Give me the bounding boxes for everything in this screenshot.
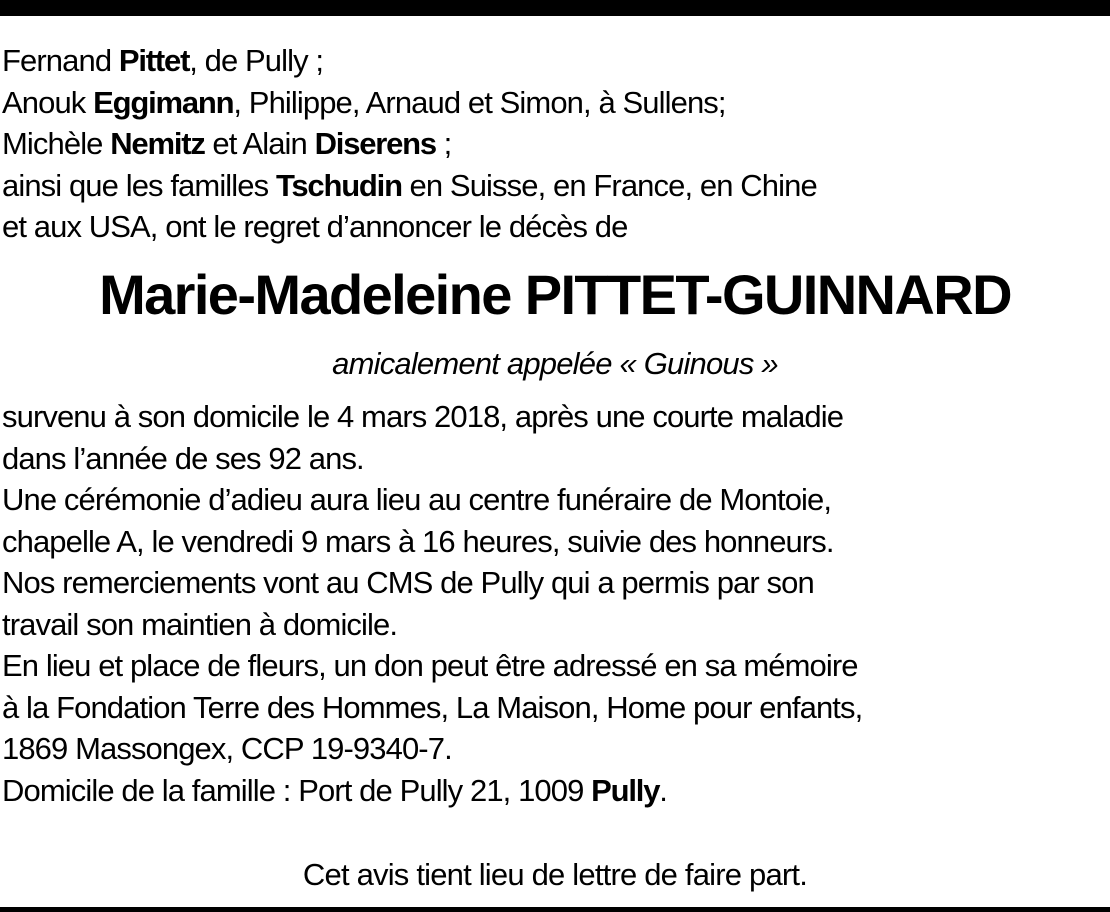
family-line-5: et aux USA, ont le regret d’annoncer le décès de	[2, 209, 628, 244]
family-name-eggimann: Eggimann	[93, 84, 234, 120]
body-line-2: dans l’année de ses 92 ans.	[2, 440, 364, 476]
announcement-body	[2, 396, 1102, 811]
body-line-5: Nos remerciements vont au CMS de Pully qui a permis par son	[2, 565, 814, 600]
closing-note: Cet avis tient lieu de lettre de faire part.	[302, 857, 808, 892]
bottom-border-rule	[0, 907, 1110, 912]
family-line-2: Anouk Eggimann, Philippe, Arnaud et Simon, à Sullens;	[2, 84, 726, 120]
body-line-6: travail son maintien à domicile.	[2, 606, 398, 642]
family-name-pittet: Pittet	[118, 43, 190, 78]
family-name-diserens: Diserens	[314, 126, 436, 161]
family-line-1: Fernand Pittet, de Pully ;	[2, 43, 324, 78]
family-name-nemitz: Nemitz	[110, 126, 205, 161]
address-place-pully: Pully	[591, 772, 660, 808]
nickname: amicalement appelée « Guinous »	[332, 346, 778, 381]
family-name-tschudin: Tschudin	[275, 167, 402, 203]
family-line-3: Michèle Nemitz et Alain Diserens ;	[2, 126, 452, 161]
body-line-1: survenu à son domicile le 4 mars 2018, après une courte maladie	[2, 399, 844, 434]
deceased-name: Marie-Madeleine PITTET-GUINNARD	[99, 263, 1011, 326]
body-line-3: Une cérémonie d’adieu aura lieu au centre funéraire de Montoie,	[2, 482, 832, 517]
body-line-8: à la Fondation Terre des Hommes, La Maison, Home pour enfants,	[2, 689, 863, 725]
family-address: Domicile de la famille : Port de Pully 21, 1009 Pully.	[2, 772, 667, 808]
body-line-9: 1869 Massongex, CCP 19-9340-7.	[2, 731, 452, 766]
body-line-7: En lieu et place de fleurs, un don peut être adressé en sa mémoire	[2, 648, 858, 683]
family-announcement	[2, 40, 1102, 248]
family-line-4: ainsi que les familles Tschudin en Suisse, en France, en Chine	[2, 167, 817, 203]
body-line-4: chapelle A, le vendredi 9 mars à 16 heures, suivie des honneurs.	[2, 523, 834, 559]
top-border-rule	[0, 0, 1110, 16]
